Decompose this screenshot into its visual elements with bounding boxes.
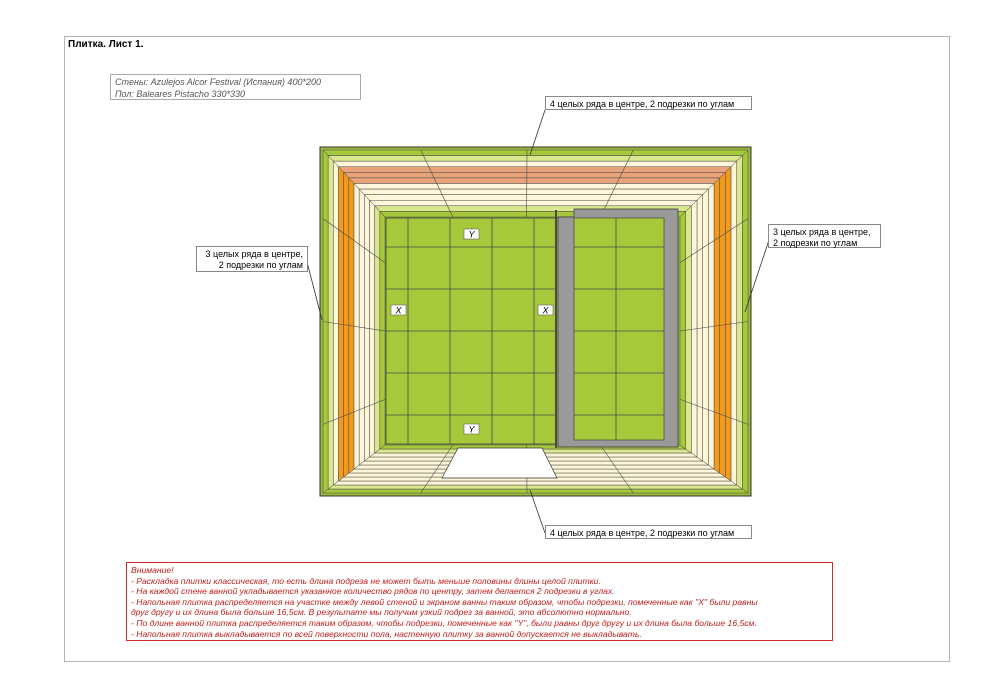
doorway (442, 448, 557, 478)
wall-row-top (349, 178, 720, 184)
attention-notes (126, 562, 833, 641)
note-line: - На каждой стене ванной укладывается указанное количество рядов по центру, затем делается 2 подрезки в углах. (131, 586, 615, 597)
wall-row-top (370, 200, 698, 206)
mark-y-bottom-label: Y (468, 424, 475, 435)
wall-row-top (333, 161, 736, 167)
callout-right-line2: 2 подрезки по углам (773, 238, 858, 248)
wall-row-top (328, 156, 742, 162)
note-line: - Напольная плитка выкладывается по всей поверхности пола, настенную плитку за ванной допускается не выкладывать. (131, 628, 642, 639)
wall-row-top (339, 167, 732, 173)
mark-y-top (464, 229, 479, 240)
callout-right-wall (768, 224, 881, 248)
wall-row-bottom (328, 485, 742, 489)
mark-x-left (391, 305, 406, 316)
note-line: - Напольная плитка распределяется на участке между левой стеной и экраном ванны таким образом, чтобы подрезки, помеченные как "X" были равны (131, 596, 758, 607)
notes-heading: Внимание! (131, 565, 174, 575)
mark-x-left-label: X (395, 305, 402, 316)
wall-row-top (364, 195, 702, 201)
floor-material: Пол: Baleares Pistacho 330*330 (115, 89, 245, 99)
note-line: - Раскладка плитки классическая, то есть длина подреза не может быть меньше половины длины целой плитки. (131, 575, 601, 586)
sheet-title: Плитка. Лист 1. (68, 39, 144, 50)
wall-row-bottom (333, 481, 736, 485)
callout-left-line2: 2 подрезки по углам (218, 260, 303, 270)
mark-y-top-label: Y (468, 229, 475, 240)
mark-y-bottom (464, 424, 479, 435)
callout-left-wall (196, 246, 308, 272)
wall-row-top (359, 189, 708, 195)
wall-row-top (354, 184, 714, 190)
callout-top-wall: 4 целых ряда в центре, 2 подрезки по углам (545, 96, 752, 110)
note-line: друг другу и их длина была больше 16,5см. В результате мы получим узкий подрез за ванной, это абсолютно нормально. (131, 607, 632, 618)
callout-left-line1: 3 целых ряда в центре, (205, 249, 303, 259)
wall-row-top (323, 150, 748, 156)
floor-tiles (386, 209, 678, 478)
wall-row-bottom (323, 489, 748, 493)
note-line: - По длине ванной плитка распределяется таким образом, чтобы подрезки, помеченные как "Y", были равны друг другу и их длина была больше 16,5см. (131, 617, 757, 628)
bathtub-basin (574, 218, 664, 440)
callout-bottom-wall: 4 целых ряда в центре, 2 подрезки по углам (545, 525, 752, 539)
wall-row-top (344, 172, 726, 178)
mark-x-right (538, 305, 553, 316)
callout-right-line1: 3 целых ряда в центре, (773, 227, 871, 237)
wall-material: Стены: Azulejos Alcor Festival (Испания) 400*200 (115, 77, 321, 87)
mark-x-right-label: X (542, 305, 549, 316)
